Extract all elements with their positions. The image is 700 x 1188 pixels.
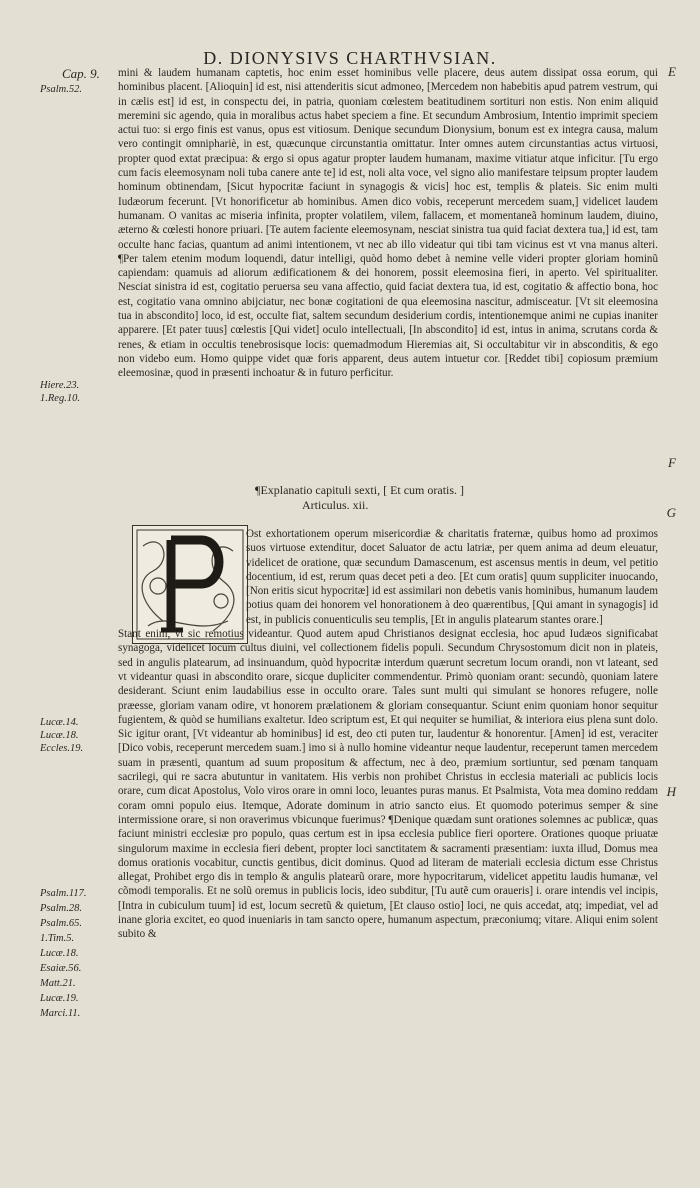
margin-letter-h: H (666, 784, 676, 799)
margin-ref: Hiere.23. (40, 380, 80, 391)
margin-ref: Psalm.52. (40, 84, 82, 95)
margin-ref: Psalm.117. (40, 888, 87, 899)
margin-letter-g: G (666, 505, 676, 520)
margin-ref: Psalm.28. (40, 903, 82, 914)
margin-ref: Matt.21. (40, 978, 76, 989)
margin-ref: Lucæ.19. (40, 993, 79, 1004)
chapter-label: Cap. 9. (62, 66, 100, 81)
margin-ref: Esaiæ.56. (40, 963, 82, 974)
body-text-part-1: mini & laudem humanam captetis, hoc enim esset hominibus velle placere, deus autem dissipat ossa eorum, qui hominibus placent. [Alioquin] id est, nisi attenderitis sicut admoneo, [Mercedem non habebitis apud patrem vestrum, qui in cælis est] id est, in conspectu dei, in patria, quoniam cœlestem beatitudinem sortituri non estis. Non enim aliquid meremini sic agendo, quia in moralibus actus habet speciem a fine. Et secundum Ambrosium, Intentio imprimit speciem actui tuo: si ergo finis est vanus, opus est vitiosum. Denique secundum Dionysium, bonum est ex integra causa, malum vero contingit omniphariè, in est, quæcunque circunstantia omittatur. Inter omnes autem circunstantias actus virtuosi, propter quod extat præcipua: & ergo si opus agatur propter laudem humanam, maxime vitiatur atque inficitur. [Tu ergo cum facis eleemosynam noli tuba canere ante te] id est, noli alta voce, vel signo alio manifestare teipsum propter laudem hominum obtinendam, [Sicut hypocritæ faciunt in synagogis & vicis] hoc est, templis & plateis. Sic enim multi Iudæorum fecerunt. [Vt honorificetur ab hominibus. Amen dico vobis, receperunt mercedem suam,] videlicet laudem humanam. O vanitas ac miseria infinita, propter volatilem, vilem, fallacem, et momentaneã hominum laudem, diuino, æterno & cœlesti honore priuari. [Te autem faciente eleemosynam, nesciat sinistra tua quid faciat dextera tua,] id est, tam occulte hanc facias, quantum ad animi intentionem, vt nec ab illo videatur qui tibi tam vicinus est vt vna manus alteri. ¶Per talem etenim modum loquendi, datur intelligi, quòd homo debet à nemine velle videri propter gloriam hominũ capiendam: quamuis ad aliorum ædificationem & dei honorem, possit eleemosina fieri, in aperto. Vel spiritualiter. Nesciat sinistra id est, cogitatio peruersa seu vana affectio, quid faciat dextera tua, id est, cogitatio & affectio bona, hoc est, cogitatio vana omnino abijciatur, nec bonæ cogitationi de qua eleemosina nascitur, admisceatur. [Vt sit eleemosina tua in abscondito] loco, id est, occulte fiat, saltem secundum desiderium cordis, intentionemque animi ne cupias inaniter apparere. [Et pater tuus] cœlestis [Qui videt] oculo intellectuali, [In abscondito] id est, intus in anima, scrutans corda & renes, & etiam in occultis tenebrosisque locis: quemadmodum Hieremias ait, Si occultabitur vir in absconditis, & ego non videbo eum. Homo quippe videt quæ foris apparent, deus autem intuetur cor. [Reddet tibi] copiosum præmium eleemosinæ, quod in præsenti inchoatur & in futuro perficitur. (118, 67, 658, 380)
margin-letter-f: F (668, 455, 676, 470)
margin-ref: Psalm.65. (40, 918, 82, 929)
body-text-part-2 (118, 527, 658, 942)
heading-article: Articulus. xii. (302, 498, 369, 512)
margin-ref: Lucæ.18. (40, 948, 79, 959)
margin-ref: 1.Tim.5. (40, 933, 75, 944)
margin-ref: Lucæ.18. (40, 730, 79, 741)
paragraph-opening: Ost exhortationem operum misericordiæ & charitatis fraternæ, quibus homo ad proximos suos virtuose extenditur, docet Saluator de actu latriæ, per quem anima ad deum eleuatur, videlicet de oratione, quæ secundum Damascenum, est ascensus mentis in deum, vel petitio docentium, id est, rerum quas decet peti a deo. [Et cum oratis] quum suppliciter inuocando, [Non eritis sicut hypocritæ] id est assimilari non debetis vanis hominibus, humanum laudem potius quam dei honorem vel honorationem à deo quærentibus, [Qui amant in synagogis] id est, in publicis conuenticulis seu templis, [Et in angulis platearum stantes orare.] (246, 528, 658, 626)
margin-letter-e: E (668, 64, 676, 79)
margin-ref: Marci.11. (40, 1008, 81, 1019)
margin-ref: 1.Reg.10. (40, 393, 80, 404)
running-head: D. DIONYSIVS CHARTHVSIAN. (203, 48, 497, 68)
margin-ref: Eccles.19. (40, 743, 84, 754)
section-heading (255, 483, 464, 513)
margin-ref: Lucæ.14. (40, 717, 79, 728)
paragraph-continued: Stant enim, vt sic remotius videantur. Quod autem apud Christianos designat ecclesia, hoc apud Iudæos significabat synagoga, videlicet locum cultus diuini, vel collectionem fidelis populi. Secundum Chrysostomum dicit non in plateis, sed in angulis platearum, ad insinuandum, quòd hypocritæ interdum quærunt secretum locum orandi, non vt lateant, sed vt videantur quasi in abscondito orare, sicque dupliciter commendentur. Primò quoniam orant: secundò, quoniam latere desiderant. Sciunt enim laudabilius esse in occulto orare. Tales sunt multi qui simulant se honores refugere, nolle præesse, gloriam vanam odire, vt honorem prælationem & gloriam consequantur. Sciunt enim quoniam honor sequitur fugientem, & quòd se humilians exaltetur. Ideo scriptum est, Et qui nequiter se humiliat, & interiora eius plena sunt dolo. Sic igitur orant, [Vt videantur ab hominibus] id est, deo cti puten tur, laudentur & honorentur. [Amen] id est, veraciter [Dico vobis, receperunt mercedem suam.] imo si à nullo homine videantur neque laudentur, receperunt tamen mercedem suam in præsenti, quantum ad suum propositum & affectum, nec à deo, præmium sortiuntur, sed pœnam tanquam sacrilegi, qui re sacra abutuntur in vanitatem. His verbis non prohibet Christus in ecclesia materiali ac publicis locis orare, cum dicat Apostolus, Volo viros orare in omni loco, leuantes puras manus. Et Psalmista, Vota mea domino reddam coram omni populo eius. Itemque, Adorate dominum in atrio sancto eius. Et quomodo poterimus semper & sine intermissione orare, si non oraverimus vbicunque fuerimus? ¶Denique quædam sunt orationes solemnes ac publicæ, quas faciunt ministri ecclesiæ pro populo, quas certum est in ipsa ecclesia publice fieri oportere. Orationes quoque priuatæ singulorum maxime in ecclesia fieri debent, propter loci sanctitatem & sacramenti præsentiam: iuxta illud, Domus mea domus orationis vocabitur, cunctis gentibus, dicit dominus. Quod ad literam de materiali ecclesia dictum esse Christus allegat, Prohibet ergo dis in templo & angulis platearũ orare, more hypocritarum, videlicet appetitu laudis humanæ, vel cõmodi temporalis. Et ne solũ oremus in publicis locis, ideo subditur, [Tu autẽ cum oraueris] i. orare intendis vel incipis, [Intra in cubiculum tuum] id est, locum secretũ & quietum, [Et clauso ostio] loci, ne quis accedat, atq; impediat, vel ad inane gloria excitet, eo quod inueniaris in tam sancto opere, humanum aspectum, præconiumq; vitare. Aliqui enim solent subito & (118, 628, 658, 941)
heading-title: ¶Explanatio capituli sexti, [ Et cum oratis. ] (255, 483, 465, 497)
